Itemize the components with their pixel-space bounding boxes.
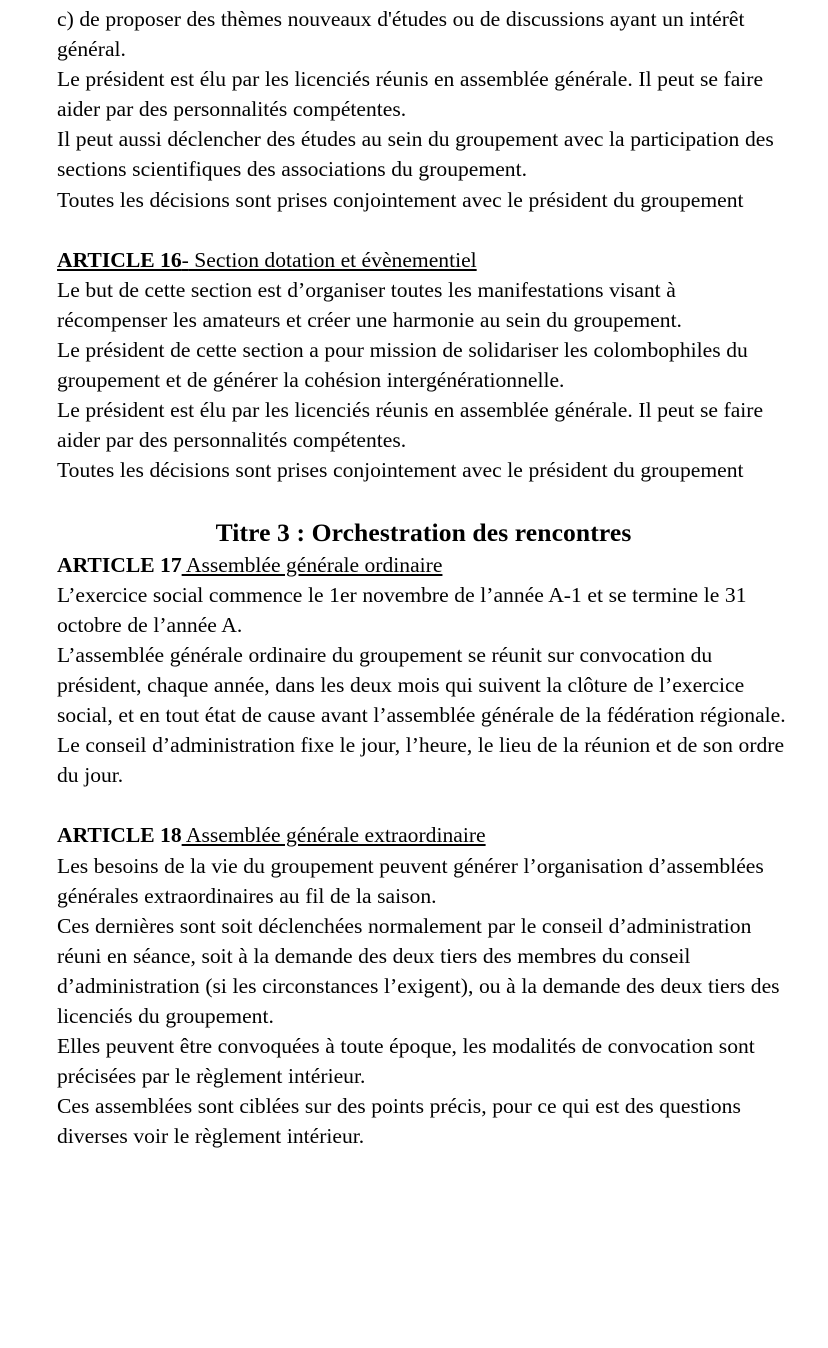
body-paragraph: Elles peuvent être convoquées à toute époque, les modalités de convocation sont précisées par le règlement intérieur. xyxy=(57,1034,755,1089)
article-title: Assemblée générale extraordinaire xyxy=(181,823,486,848)
body-paragraph: Ces dernières sont soit déclenchées normalement par le conseil d’administration réuni en séance, soit à la demande des deux tiers des membres du conseil d’administration (si les circonstances l’exigent), ou à la demande des deux tiers des licenciés du groupement. xyxy=(57,913,780,1028)
body-paragraph: Le but de cette section est d’organiser toutes les manifestations visant à récompenser les amateurs et créer une harmonie au sein du groupement. xyxy=(57,277,682,332)
body-paragraph: c) de proposer des thèmes nouveaux d'études ou de discussions ayant un intérêt général. xyxy=(57,7,745,62)
body-paragraph: Toutes les décisions sont prises conjointement avec le président du groupement xyxy=(57,458,744,483)
article-heading xyxy=(57,820,790,850)
article-number: ARTICLE 17 xyxy=(57,552,182,577)
article-separator: - xyxy=(181,247,189,272)
paragraph-spacer xyxy=(57,215,790,245)
body-paragraph: Les besoins de la vie du groupement peuvent générer l’organisation d’assemblées générales extraordinaires au fil de la saison. xyxy=(57,853,764,908)
section-title-heading: Titre 3 : Orchestration des rencontres xyxy=(215,517,632,547)
body-paragraph: Il peut aussi déclencher des études au sein du groupement avec la participation des sections scientifiques des associations du groupement. xyxy=(57,127,774,182)
body-paragraph: Le président est élu par les licenciés réunis en assemblée générale. Il peut se faire aider par des personnalités compétentes. xyxy=(57,67,764,122)
article-title: Assemblée générale ordinaire xyxy=(181,552,443,577)
body-paragraph: Toutes les décisions sont prises conjointement avec le président du groupement xyxy=(57,187,744,212)
article-number: ARTICLE 16 xyxy=(57,247,182,272)
body-paragraph: L’assemblée générale ordinaire du groupement se réunit sur convocation du président, chaque année, dans les deux mois qui suivent la clôture de l’exercice social, et en tout état de cause avant l’assemblée générale de la fédération régionale. xyxy=(57,642,786,728)
body-paragraph: L’exercice social commence le 1er novembre de l’année A-1 et se termine le 31 octobre de l’année A. xyxy=(57,582,747,637)
body-paragraph: Le président est élu par les licenciés réunis en assemblée générale. Il peut se faire aider par des personnalités compétentes. xyxy=(57,398,764,453)
paragraph-spacer xyxy=(57,790,790,820)
article-number: ARTICLE 18 xyxy=(57,823,182,848)
body-paragraph: Ces assemblées sont ciblées sur des points précis, pour ce qui est des questions diverses voir le règlement intérieur. xyxy=(57,1094,741,1149)
body-paragraph: Le conseil d’administration fixe le jour, l’heure, le lieu de la réunion et de son ordre du jour. xyxy=(57,733,785,788)
body-paragraph: Le président de cette section a pour mission de solidariser les colombophiles du groupement et de générer la cohésion intergénérationnelle. xyxy=(57,338,748,393)
document-body xyxy=(57,0,790,1151)
article-heading xyxy=(57,245,790,275)
paragraph-spacer xyxy=(57,486,790,516)
article-heading xyxy=(57,550,790,580)
article-title: Section dotation et évènementiel xyxy=(188,247,477,272)
